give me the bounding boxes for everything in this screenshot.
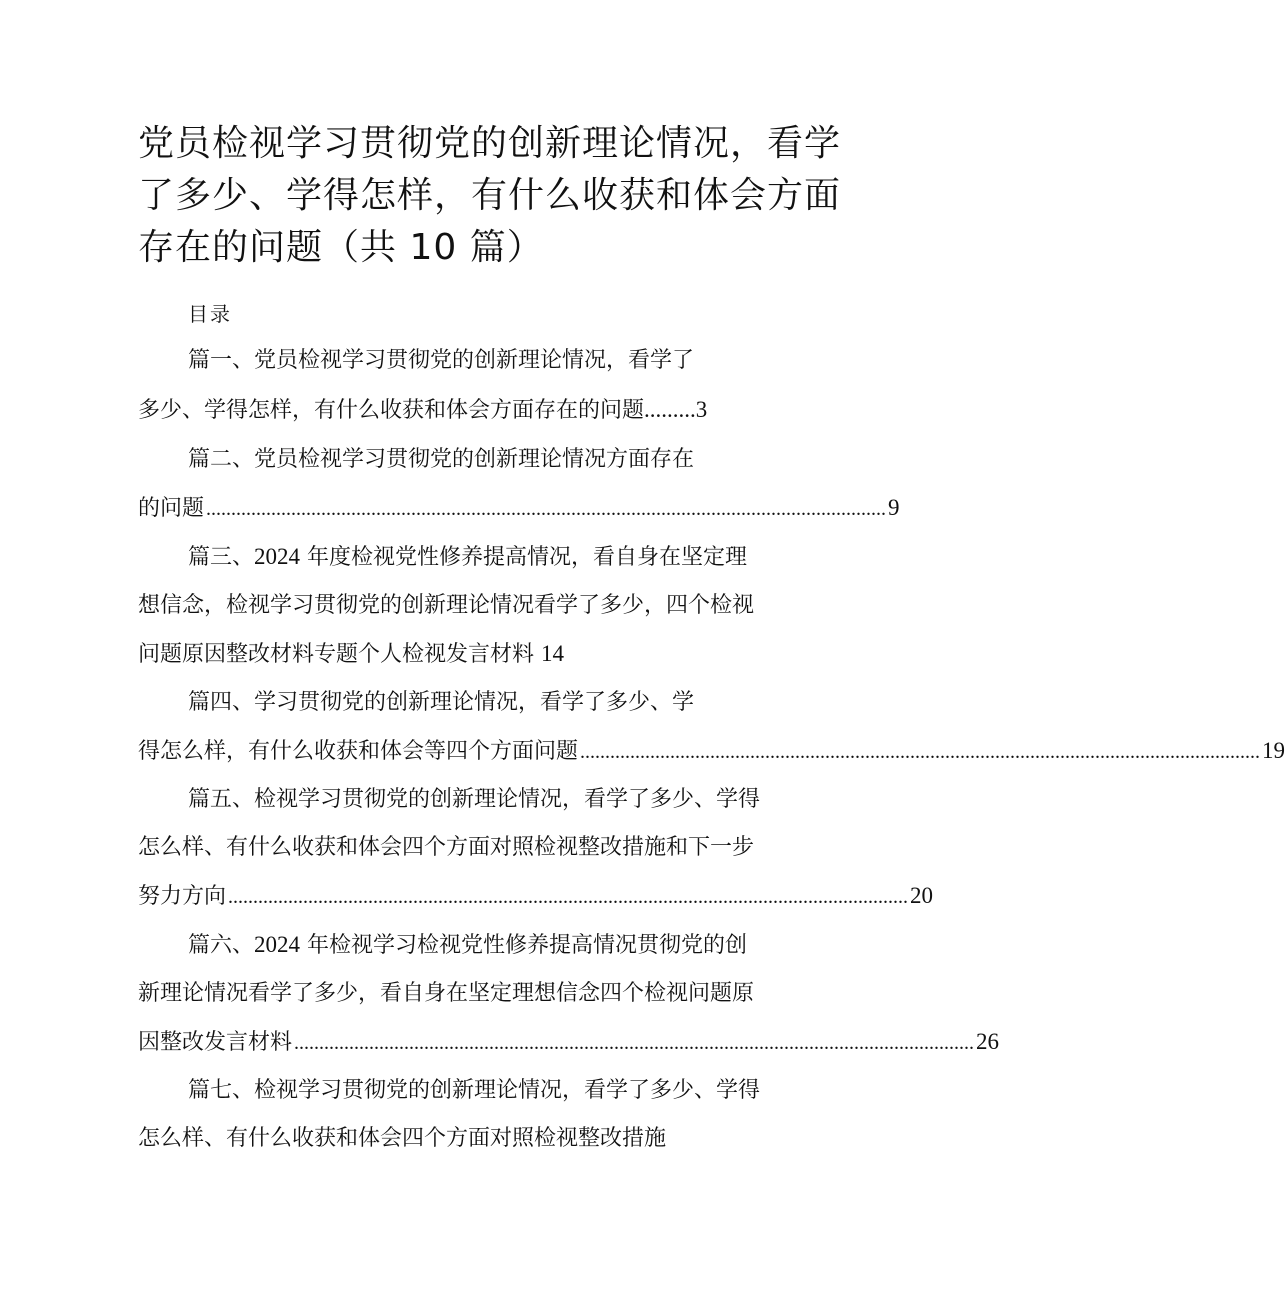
toc-entry-2-text: 的问题	[138, 496, 205, 521]
toc-entry-4-page: 19	[1262, 738, 1285, 763]
toc-entry-1-dots: .........	[644, 397, 696, 422]
toc-entry-4-text: 得怎么样，有什么收获和体会等四个方面问题	[138, 739, 579, 764]
toc-entry-4-leader: ........................................................................................................................................	[580, 741, 1261, 763]
toc-entry-7-line-1[interactable]: 篇七、检视学习贯彻党的创新理论情况，看学了多少、学得	[188, 1078, 761, 1103]
toc-entry-5-leader: ........................................................................................................................................	[228, 886, 909, 908]
toc-heading: 目录	[188, 302, 232, 326]
title-line-3: 存在的问题（共 10 篇）	[138, 227, 544, 268]
toc-entry-3-page: 14	[541, 641, 564, 666]
toc-entry-5-line-1[interactable]: 篇五、检视学习贯彻党的创新理论情况，看学了多少、学得	[188, 787, 761, 812]
toc-entry-1-text: 多少、学得怎样，有什么收获和体会方面存在的问题	[138, 398, 645, 423]
toc-entry-3-prefix: 篇三、	[188, 545, 255, 570]
toc-entry-6-leader: ........................................................................................................................................	[294, 1032, 975, 1054]
toc-entry-3-text: 问题原因整改材料专题个人检视发言材料	[138, 642, 541, 667]
toc-entry-1-line-1[interactable]: 篇一、党员检视学习贯彻党的创新理论情况，看学了	[188, 348, 695, 373]
toc-entry-3-line-1[interactable]	[188, 533, 747, 581]
toc-entry-1-page: 3	[695, 397, 708, 422]
toc-entry-4-line-1[interactable]: 篇四、学习贯彻党的创新理论情况，看学了多少、学	[188, 690, 695, 715]
toc-entry-6-line-3[interactable]	[138, 1018, 1000, 1066]
toc-entry-2-line-2[interactable]	[138, 484, 900, 532]
title-line-1: 党员检视学习贯彻党的创新理论情况，看学	[138, 123, 842, 164]
toc-entry-6-title: 年检视学习检视党性修养提高情况贯彻党的创	[300, 933, 748, 958]
toc-entry-5-line-3[interactable]	[138, 872, 934, 920]
title-line-2: 了多少、学得怎样，有什么收获和体会方面	[138, 175, 842, 216]
toc-entry-6-line-1[interactable]	[188, 921, 747, 969]
toc-entry-3-title: 年度检视党性修养提高情况，看自身在坚定理	[300, 545, 748, 570]
toc-entry-6-page: 26	[976, 1029, 1000, 1054]
toc-entry-5-page: 20	[910, 883, 934, 908]
toc-entry-5-line-2[interactable]: 怎么样、有什么收获和体会四个方面对照检视整改措施和下一步	[138, 835, 755, 860]
toc-entry-6-year: 2024	[254, 932, 301, 957]
toc-entry-3-line-3[interactable]	[138, 630, 564, 678]
toc-entry-7-line-2[interactable]: 怎么样、有什么收获和体会四个方面对照检视整改措施	[138, 1126, 667, 1151]
toc-entry-2-line-1[interactable]: 篇二、党员检视学习贯彻党的创新理论情况方面存在	[188, 447, 695, 472]
toc-entry-6-line-2[interactable]: 新理论情况看学了多少，看自身在坚定理想信念四个检视问题原	[138, 981, 755, 1006]
toc-entry-4-line-2[interactable]	[138, 727, 1285, 775]
toc-entry-5-text: 努力方向	[138, 884, 227, 909]
toc-entry-6-prefix: 篇六、	[188, 933, 255, 958]
toc-entry-3-year: 2024	[254, 544, 301, 569]
document-title	[138, 118, 842, 274]
toc-entry-6-text: 因整改发言材料	[138, 1030, 293, 1055]
toc-entry-1-line-2[interactable]	[138, 386, 707, 434]
toc-entry-2-leader: ........................................................................................................................................	[206, 498, 887, 520]
toc-entry-2-page: 9	[888, 495, 900, 520]
toc-entry-3-line-2[interactable]: 想信念，检视学习贯彻党的创新理论情况看学了多少，四个检视	[138, 593, 755, 618]
